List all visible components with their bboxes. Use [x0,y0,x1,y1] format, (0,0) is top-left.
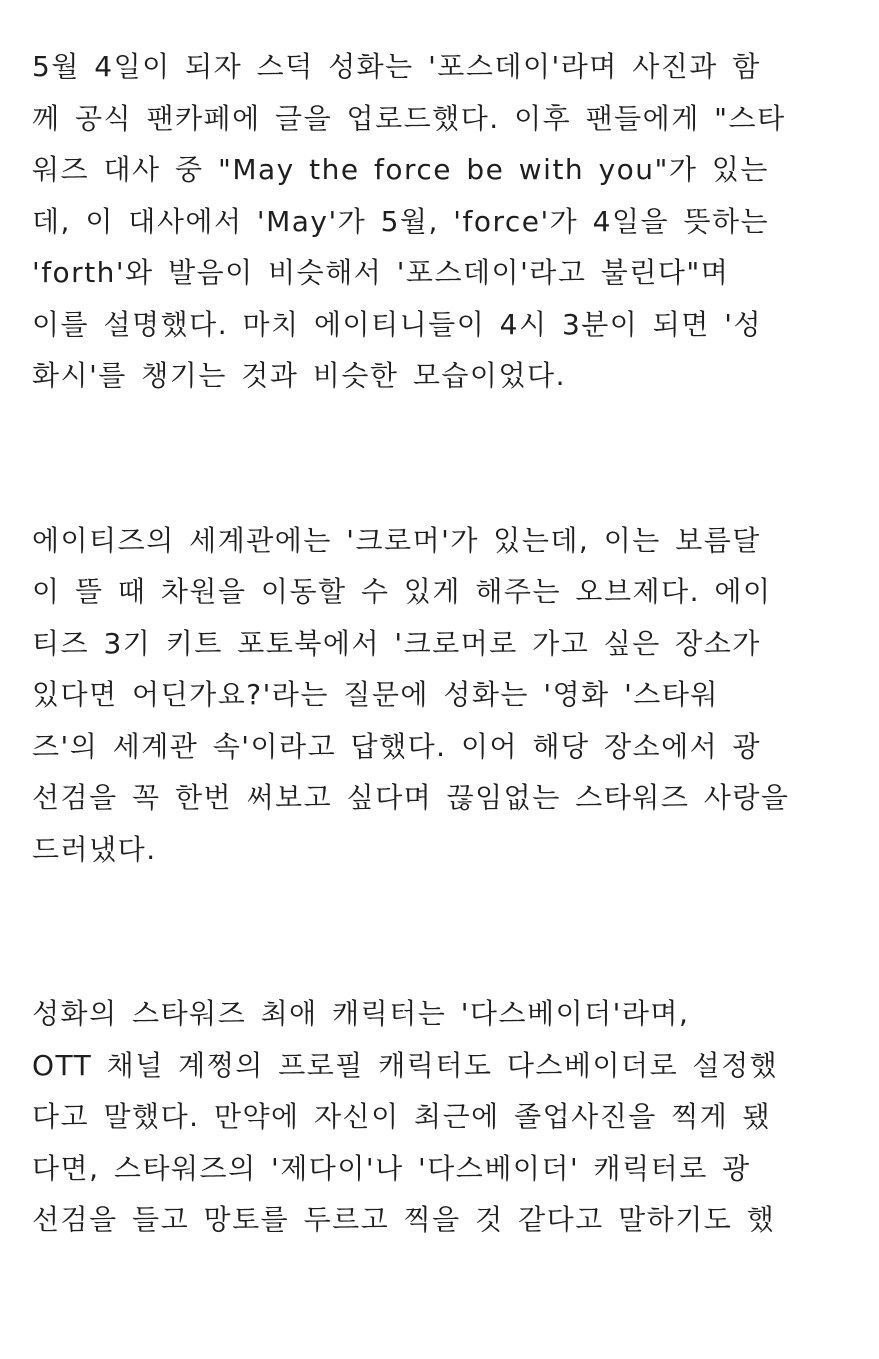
text-line: 에이티즈의 세계관에는 '크로머'가 있는데, 이는 보름달 [32,523,761,557]
text-line: 'forth'와 발음이 비슷해서 '포스데이'라고 불린다"며 [32,256,730,289]
text-line: 께 공식 팬카페에 글을 업로드했다. 이후 팬들에게 "스타 [32,101,786,135]
text-line: 선검을 꼭 한번 써보고 싶다며 끊임없는 스타워즈 사랑을 [32,781,790,814]
text-line: 이를 설명했다. 마치 에이티니들이 4시 3분이 되면 '성 [32,307,762,341]
text-line: OTT 채널 계쩡의 프로필 캐릭터도 다스베이더로 설정했 [32,1048,779,1082]
text-line: 워즈 대사 중 "May the force be with you"가 있는 [32,153,769,186]
text-line: 다면, 스타워즈의 '제다이'나 '다스베이더' 캐릭터로 광 [32,1151,751,1185]
text-line: 다고 말했다. 만약에 자신이 최근에 졸업사진을 찍게 됐 [32,1100,772,1133]
paragraph-darth-vader [32,988,852,1246]
text-line: 티즈 3기 키트 포토북에서 '크로머로 가고 싶은 장소가 [32,626,761,660]
text-line: 데, 이 대사에서 'May'가 5월, 'force'가 4일을 뜻하는 [32,204,770,238]
text-line: 드러냈다. [32,832,157,866]
text-line: 성화의 스타워즈 최애 캐릭터는 '다스베이더'라며, [32,997,690,1030]
text-line: 5월 4일이 되자 스덕 성화는 '포스데이'라며 사진과 함 [32,50,761,83]
text-line: 선검을 들고 망토를 두르고 찍을 것 같다고 말하기도 했 [32,1203,776,1236]
text-line: 있다면 어딘가요?'라는 질문에 성화는 '영화 '스타워 [32,678,719,711]
paragraph-chromer [32,515,852,876]
text-line: 이 뜰 때 차원을 이동할 수 있게 해주는 오브제다. 에이 [32,575,772,608]
text-line: 화시'를 챙기는 것과 비슷한 모습이었다. [32,359,566,392]
text-line: 즈'의 세계관 속'이라고 답했다. 이어 해당 장소에서 광 [32,729,762,763]
paragraph-forceday [32,41,852,402]
article-body [32,41,852,1359]
